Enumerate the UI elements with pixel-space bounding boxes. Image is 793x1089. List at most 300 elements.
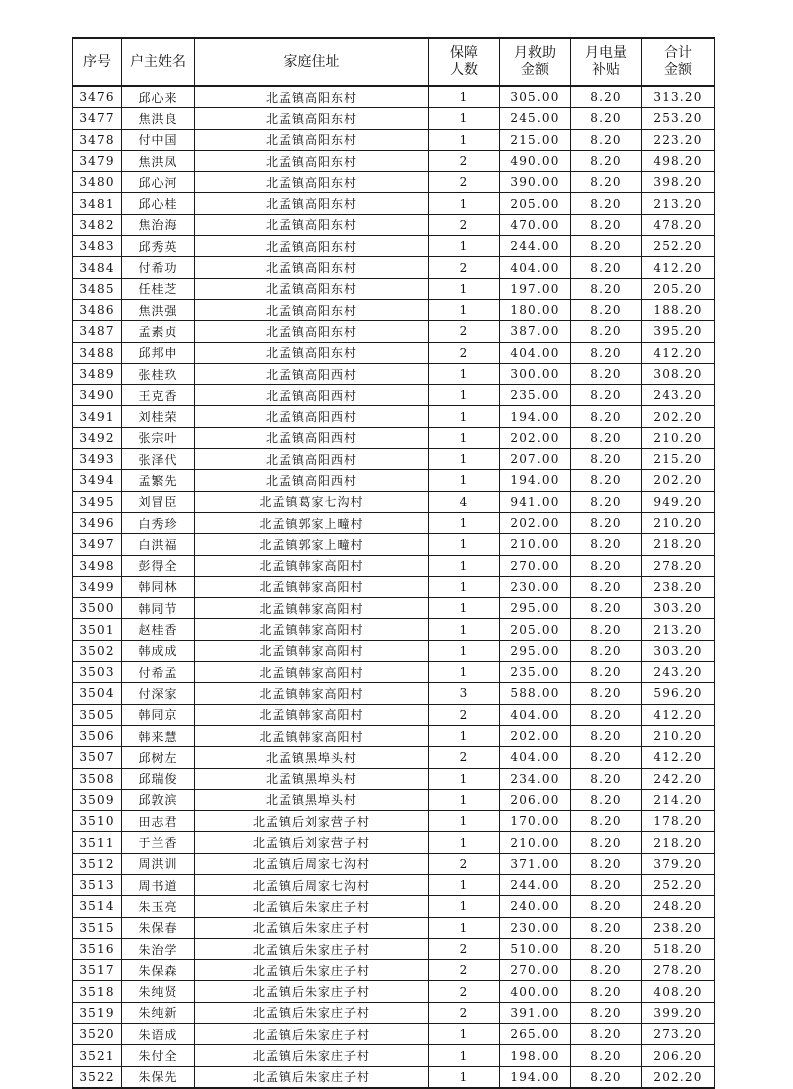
cell-relief: 588.00 [500, 683, 571, 704]
cell-total: 210.20 [642, 725, 715, 746]
cell-power: 8.20 [571, 662, 642, 683]
cell-seq: 3477 [73, 108, 122, 129]
table-row [73, 747, 715, 768]
cell-total: 278.20 [642, 960, 715, 981]
cell-power: 8.20 [571, 789, 642, 810]
cell-power: 8.20 [571, 704, 642, 725]
relief-table [72, 37, 715, 1089]
cell-total: 188.20 [642, 299, 715, 320]
cell-relief: 230.00 [500, 576, 571, 597]
cell-total: 518.20 [642, 938, 715, 959]
cell-relief: 205.00 [500, 193, 571, 214]
cell-seq: 3520 [73, 1024, 122, 1045]
cell-persons: 1 [429, 917, 500, 938]
cell-name: 张宗叶 [122, 427, 195, 448]
cell-total: 218.20 [642, 832, 715, 853]
cell-address: 北孟镇高阳西村 [195, 385, 429, 406]
cell-persons: 1 [429, 1045, 500, 1066]
table-row [73, 832, 715, 853]
cell-name: 张桂玖 [122, 363, 195, 384]
cell-seq: 3502 [73, 640, 122, 661]
cell-name: 焦洪良 [122, 108, 195, 129]
cell-persons: 1 [429, 640, 500, 661]
cell-address: 北孟镇后刘家营子村 [195, 811, 429, 832]
table-row [73, 172, 715, 193]
header-power: 月电量 补贴 [571, 38, 642, 86]
cell-persons: 1 [429, 278, 500, 299]
cell-seq: 3483 [73, 236, 122, 257]
cell-persons: 2 [429, 938, 500, 959]
cell-relief: 404.00 [500, 342, 571, 363]
cell-address: 北孟镇郭家上疃村 [195, 534, 429, 555]
cell-relief: 235.00 [500, 662, 571, 683]
cell-address: 北孟镇黑埠头村 [195, 747, 429, 768]
table-row [73, 598, 715, 619]
cell-address: 北孟镇黑埠头村 [195, 789, 429, 810]
cell-seq: 3503 [73, 662, 122, 683]
cell-name: 周书道 [122, 874, 195, 895]
cell-seq: 3508 [73, 768, 122, 789]
cell-address: 北孟镇高阳东村 [195, 214, 429, 235]
cell-total: 238.20 [642, 576, 715, 597]
cell-power: 8.20 [571, 236, 642, 257]
cell-name: 韩同京 [122, 704, 195, 725]
cell-seq: 3486 [73, 299, 122, 320]
cell-address: 北孟镇高阳东村 [195, 129, 429, 150]
cell-total: 242.20 [642, 768, 715, 789]
cell-persons: 1 [429, 1066, 500, 1088]
header-total: 合计 金额 [642, 38, 715, 86]
cell-name: 焦洪凤 [122, 150, 195, 171]
cell-power: 8.20 [571, 257, 642, 278]
cell-persons: 1 [429, 449, 500, 470]
cell-persons: 2 [429, 257, 500, 278]
cell-relief: 941.00 [500, 491, 571, 512]
cell-relief: 371.00 [500, 853, 571, 874]
cell-name: 焦洪强 [122, 299, 195, 320]
cell-seq: 3484 [73, 257, 122, 278]
table-row [73, 86, 715, 108]
cell-power: 8.20 [571, 129, 642, 150]
cell-persons: 1 [429, 427, 500, 448]
cell-name: 邱心桂 [122, 193, 195, 214]
cell-seq: 3509 [73, 789, 122, 810]
cell-total: 303.20 [642, 640, 715, 661]
cell-seq: 3497 [73, 534, 122, 555]
cell-total: 202.20 [642, 1066, 715, 1088]
cell-total: 248.20 [642, 896, 715, 917]
header-row [73, 38, 715, 86]
cell-persons: 1 [429, 1024, 500, 1045]
table-row [73, 534, 715, 555]
cell-persons: 1 [429, 129, 500, 150]
cell-address: 北孟镇韩家高阳村 [195, 555, 429, 576]
table-row [73, 640, 715, 661]
cell-name: 彭得全 [122, 555, 195, 576]
cell-persons: 2 [429, 214, 500, 235]
cell-relief: 245.00 [500, 108, 571, 129]
table-row [73, 257, 715, 278]
cell-relief: 270.00 [500, 960, 571, 981]
cell-total: 213.20 [642, 193, 715, 214]
cell-total: 252.20 [642, 236, 715, 257]
cell-name: 付希孟 [122, 662, 195, 683]
table-row [73, 129, 715, 150]
cell-name: 邱心来 [122, 86, 195, 108]
cell-name: 孟繁先 [122, 470, 195, 491]
cell-name: 邱邦申 [122, 342, 195, 363]
table-row [73, 236, 715, 257]
cell-power: 8.20 [571, 874, 642, 895]
table-row [73, 363, 715, 384]
cell-name: 朱保春 [122, 917, 195, 938]
cell-power: 8.20 [571, 278, 642, 299]
cell-address: 北孟镇后朱家庄子村 [195, 960, 429, 981]
cell-relief: 205.00 [500, 619, 571, 640]
cell-power: 8.20 [571, 534, 642, 555]
cell-total: 303.20 [642, 598, 715, 619]
cell-seq: 3516 [73, 938, 122, 959]
cell-seq: 3511 [73, 832, 122, 853]
cell-persons: 1 [429, 534, 500, 555]
cell-seq: 3487 [73, 321, 122, 342]
cell-address: 北孟镇后朱家庄子村 [195, 1066, 429, 1088]
cell-address: 北孟镇后周家七沟村 [195, 874, 429, 895]
cell-persons: 2 [429, 321, 500, 342]
cell-name: 朱语成 [122, 1024, 195, 1045]
cell-seq: 3510 [73, 811, 122, 832]
cell-relief: 387.00 [500, 321, 571, 342]
cell-seq: 3515 [73, 917, 122, 938]
cell-persons: 1 [429, 470, 500, 491]
cell-seq: 3504 [73, 683, 122, 704]
cell-persons: 2 [429, 704, 500, 725]
cell-total: 202.20 [642, 406, 715, 427]
cell-relief: 215.00 [500, 129, 571, 150]
cell-address: 北孟镇高阳西村 [195, 363, 429, 384]
cell-total: 210.20 [642, 427, 715, 448]
cell-total: 223.20 [642, 129, 715, 150]
cell-relief: 400.00 [500, 981, 571, 1002]
table-header [73, 38, 715, 86]
cell-total: 395.20 [642, 321, 715, 342]
cell-seq: 3521 [73, 1045, 122, 1066]
cell-name: 白洪福 [122, 534, 195, 555]
table-row [73, 1024, 715, 1045]
cell-name: 任桂芝 [122, 278, 195, 299]
cell-persons: 2 [429, 342, 500, 363]
cell-address: 北孟镇高阳东村 [195, 193, 429, 214]
cell-address: 北孟镇韩家高阳村 [195, 640, 429, 661]
cell-name: 朱保先 [122, 1066, 195, 1088]
cell-persons: 1 [429, 555, 500, 576]
cell-relief: 230.00 [500, 917, 571, 938]
cell-total: 412.20 [642, 342, 715, 363]
table-row [73, 874, 715, 895]
cell-total: 278.20 [642, 555, 715, 576]
cell-address: 北孟镇高阳西村 [195, 470, 429, 491]
cell-power: 8.20 [571, 321, 642, 342]
cell-name: 朱玉亮 [122, 896, 195, 917]
cell-seq: 3489 [73, 363, 122, 384]
cell-name: 朱保森 [122, 960, 195, 981]
table-row [73, 768, 715, 789]
cell-relief: 235.00 [500, 385, 571, 406]
cell-power: 8.20 [571, 427, 642, 448]
cell-address: 北孟镇高阳东村 [195, 236, 429, 257]
cell-total: 399.20 [642, 1002, 715, 1023]
cell-relief: 198.00 [500, 1045, 571, 1066]
cell-power: 8.20 [571, 406, 642, 427]
cell-seq: 3498 [73, 555, 122, 576]
header-seq: 序号 [73, 38, 122, 86]
cell-relief: 510.00 [500, 938, 571, 959]
table-row [73, 981, 715, 1002]
cell-total: 313.20 [642, 86, 715, 108]
cell-relief: 170.00 [500, 811, 571, 832]
cell-relief: 202.00 [500, 427, 571, 448]
cell-power: 8.20 [571, 640, 642, 661]
cell-power: 8.20 [571, 512, 642, 533]
cell-total: 949.20 [642, 491, 715, 512]
cell-power: 8.20 [571, 193, 642, 214]
cell-persons: 1 [429, 896, 500, 917]
cell-name: 韩同林 [122, 576, 195, 597]
cell-persons: 4 [429, 491, 500, 512]
cell-persons: 3 [429, 683, 500, 704]
cell-name: 朱治学 [122, 938, 195, 959]
cell-power: 8.20 [571, 832, 642, 853]
cell-relief: 295.00 [500, 598, 571, 619]
table-row [73, 938, 715, 959]
cell-total: 202.20 [642, 470, 715, 491]
cell-address: 北孟镇后朱家庄子村 [195, 981, 429, 1002]
cell-total: 206.20 [642, 1045, 715, 1066]
cell-persons: 1 [429, 874, 500, 895]
cell-address: 北孟镇高阳东村 [195, 342, 429, 363]
table-row [73, 576, 715, 597]
cell-power: 8.20 [571, 449, 642, 470]
cell-relief: 180.00 [500, 299, 571, 320]
cell-name: 邱敦滨 [122, 789, 195, 810]
cell-seq: 3482 [73, 214, 122, 235]
cell-seq: 3476 [73, 86, 122, 108]
cell-name: 付中国 [122, 129, 195, 150]
cell-address: 北孟镇高阳东村 [195, 278, 429, 299]
cell-power: 8.20 [571, 917, 642, 938]
cell-power: 8.20 [571, 981, 642, 1002]
cell-total: 205.20 [642, 278, 715, 299]
cell-total: 218.20 [642, 534, 715, 555]
cell-persons: 1 [429, 725, 500, 746]
cell-name: 邱瑞俊 [122, 768, 195, 789]
cell-power: 8.20 [571, 150, 642, 171]
cell-address: 北孟镇高阳西村 [195, 406, 429, 427]
cell-seq: 3494 [73, 470, 122, 491]
cell-seq: 3514 [73, 896, 122, 917]
cell-persons: 1 [429, 576, 500, 597]
cell-name: 韩来慧 [122, 725, 195, 746]
cell-name: 朱纯新 [122, 1002, 195, 1023]
cell-name: 邱秀英 [122, 236, 195, 257]
cell-seq: 3481 [73, 193, 122, 214]
cell-address: 北孟镇高阳西村 [195, 449, 429, 470]
cell-address: 北孟镇高阳东村 [195, 150, 429, 171]
table-row [73, 683, 715, 704]
cell-seq: 3480 [73, 172, 122, 193]
header-name: 户主姓名 [122, 38, 195, 86]
table-row [73, 960, 715, 981]
cell-total: 238.20 [642, 917, 715, 938]
cell-address: 北孟镇韩家高阳村 [195, 619, 429, 640]
cell-name: 周洪训 [122, 853, 195, 874]
cell-persons: 1 [429, 299, 500, 320]
cell-persons: 1 [429, 193, 500, 214]
cell-name: 赵桂香 [122, 619, 195, 640]
cell-seq: 3479 [73, 150, 122, 171]
cell-power: 8.20 [571, 1024, 642, 1045]
cell-name: 孟素贞 [122, 321, 195, 342]
cell-relief: 194.00 [500, 470, 571, 491]
cell-power: 8.20 [571, 768, 642, 789]
cell-relief: 391.00 [500, 1002, 571, 1023]
cell-relief: 470.00 [500, 214, 571, 235]
cell-seq: 3506 [73, 725, 122, 746]
cell-persons: 1 [429, 768, 500, 789]
header-relief: 月救助 金额 [500, 38, 571, 86]
table-row [73, 214, 715, 235]
cell-total: 412.20 [642, 747, 715, 768]
cell-persons: 1 [429, 385, 500, 406]
cell-power: 8.20 [571, 683, 642, 704]
cell-relief: 207.00 [500, 449, 571, 470]
cell-address: 北孟镇后周家七沟村 [195, 853, 429, 874]
table-row [73, 896, 715, 917]
table-row [73, 449, 715, 470]
cell-name: 刘冒臣 [122, 491, 195, 512]
cell-address: 北孟镇韩家高阳村 [195, 662, 429, 683]
cell-persons: 2 [429, 150, 500, 171]
cell-total: 308.20 [642, 363, 715, 384]
cell-address: 北孟镇韩家高阳村 [195, 725, 429, 746]
cell-total: 412.20 [642, 704, 715, 725]
cell-power: 8.20 [571, 363, 642, 384]
cell-address: 北孟镇高阳东村 [195, 257, 429, 278]
cell-persons: 2 [429, 747, 500, 768]
cell-total: 213.20 [642, 619, 715, 640]
cell-seq: 3518 [73, 981, 122, 1002]
cell-name: 付深家 [122, 683, 195, 704]
table-row [73, 512, 715, 533]
cell-name: 白秀珍 [122, 512, 195, 533]
cell-address: 北孟镇韩家高阳村 [195, 576, 429, 597]
cell-name: 邱心河 [122, 172, 195, 193]
cell-seq: 3493 [73, 449, 122, 470]
cell-persons: 1 [429, 619, 500, 640]
table-row [73, 342, 715, 363]
cell-seq: 3488 [73, 342, 122, 363]
cell-power: 8.20 [571, 1002, 642, 1023]
cell-address: 北孟镇韩家高阳村 [195, 683, 429, 704]
cell-relief: 234.00 [500, 768, 571, 789]
cell-power: 8.20 [571, 619, 642, 640]
table-row [73, 725, 715, 746]
cell-power: 8.20 [571, 598, 642, 619]
cell-relief: 305.00 [500, 86, 571, 108]
cell-relief: 210.00 [500, 832, 571, 853]
cell-power: 8.20 [571, 896, 642, 917]
cell-persons: 1 [429, 832, 500, 853]
cell-total: 379.20 [642, 853, 715, 874]
header-persons: 保障 人数 [429, 38, 500, 86]
cell-name: 张泽代 [122, 449, 195, 470]
cell-name: 刘桂荣 [122, 406, 195, 427]
cell-total: 596.20 [642, 683, 715, 704]
cell-total: 243.20 [642, 385, 715, 406]
cell-address: 北孟镇郭家上疃村 [195, 512, 429, 533]
cell-persons: 1 [429, 236, 500, 257]
header-address: 家庭住址 [195, 38, 429, 86]
cell-seq: 3499 [73, 576, 122, 597]
table-row [73, 299, 715, 320]
table-row [73, 108, 715, 129]
cell-persons: 1 [429, 363, 500, 384]
cell-address: 北孟镇后朱家庄子村 [195, 1045, 429, 1066]
table-row [73, 470, 715, 491]
cell-total: 215.20 [642, 449, 715, 470]
cell-address: 北孟镇高阳东村 [195, 108, 429, 129]
cell-relief: 404.00 [500, 747, 571, 768]
document-page [72, 37, 715, 1089]
table-row [73, 150, 715, 171]
cell-name: 焦治海 [122, 214, 195, 235]
cell-power: 8.20 [571, 470, 642, 491]
cell-seq: 3505 [73, 704, 122, 725]
table-row [73, 619, 715, 640]
cell-seq: 3512 [73, 853, 122, 874]
cell-persons: 1 [429, 662, 500, 683]
cell-address: 北孟镇后朱家庄子村 [195, 1024, 429, 1045]
table-row [73, 704, 715, 725]
cell-name: 邱树左 [122, 747, 195, 768]
cell-seq: 3513 [73, 874, 122, 895]
cell-power: 8.20 [571, 86, 642, 108]
cell-persons: 2 [429, 172, 500, 193]
table-body [73, 86, 715, 1088]
cell-persons: 2 [429, 853, 500, 874]
table-row [73, 811, 715, 832]
cell-seq: 3495 [73, 491, 122, 512]
cell-seq: 3501 [73, 619, 122, 640]
table-row [73, 385, 715, 406]
cell-persons: 2 [429, 960, 500, 981]
cell-relief: 240.00 [500, 896, 571, 917]
table-row [73, 1066, 715, 1088]
cell-address: 北孟镇黑埠头村 [195, 768, 429, 789]
cell-relief: 202.00 [500, 512, 571, 533]
cell-total: 253.20 [642, 108, 715, 129]
cell-total: 498.20 [642, 150, 715, 171]
cell-total: 243.20 [642, 662, 715, 683]
cell-total: 398.20 [642, 172, 715, 193]
cell-name: 朱付全 [122, 1045, 195, 1066]
cell-relief: 265.00 [500, 1024, 571, 1045]
cell-power: 8.20 [571, 555, 642, 576]
cell-relief: 244.00 [500, 874, 571, 895]
cell-name: 朱纯贤 [122, 981, 195, 1002]
cell-relief: 244.00 [500, 236, 571, 257]
cell-seq: 3519 [73, 1002, 122, 1023]
